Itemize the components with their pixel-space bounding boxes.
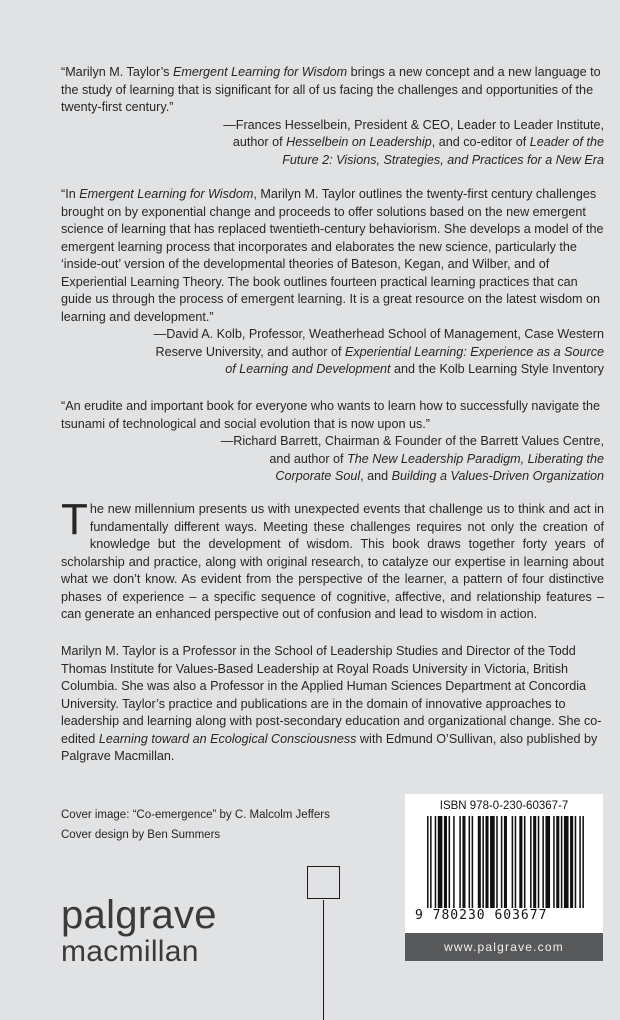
drop-cap: T xyxy=(61,495,88,544)
publisher-url: www.palgrave.com xyxy=(405,933,603,961)
logo-macmillan: macmillan xyxy=(61,935,199,968)
quote-text: “In Emergent Learning for Wisdom, Marilyn M. Taylor outlines the twenty-first century challenges brought on by exponential change and proceeds to offer solutions based on the new emergent science of learning that has replaced twentieth-century behaviorism. She develops a model of the emergent learning process that incorporates and elaborates the new science, particularly the ‘inside-out’ version of the developmental theories of Bateson, Kegan, and Wilber, and of Experiential Learning Theory. The book outlines fourteen practical learning practices that can guide us through the process of emergent learning. It is a great resource on the latest wisdom on learning and development.” xyxy=(61,187,604,324)
quote-text: “Marilyn M. Taylor’s Emergent Learning for Wisdom brings a new concept and a new language to the study of learning that is significant for all of us facing the challenges and opportunities of the twenty-first century.” xyxy=(61,65,601,114)
quote-attribution: —Frances Hesselbein, President & CEO, Leader to Leader Institute, author of Hesselbein on Leadership, and co-editor of Leader of the Future 2: Visions, Strategies, and Practices for a New Era xyxy=(223,117,604,167)
barcode-icon xyxy=(427,816,587,908)
quote-attribution: —Richard Barrett, Chairman & Founder of the Barrett Values Centre, and author of The New Leadership Paradigm, Liberating the Corporate Soul, and Building a Values-Driven Organization xyxy=(220,434,604,483)
cover-credits xyxy=(61,805,330,845)
logo-palgrave: palgrave xyxy=(61,893,217,937)
quote-attribution: —David A. Kolb, Professor, Weatherhead School of Management, Case Western Reserve University, and author of Experiential Learning: Experience as a Source of Learning and Development and the Kolb Learning Style Inventory xyxy=(153,327,604,376)
cover-design-credit: Cover design by Ben Summers xyxy=(61,829,221,841)
endorsement-quote-1 xyxy=(61,64,604,169)
publisher-logo xyxy=(61,895,217,969)
endorsement-quote-3 xyxy=(61,398,604,486)
barcode-digits: 9 780230 603677 xyxy=(415,908,548,923)
author-bio: Marilyn M. Taylor is a Professor in the School of Leadership Studies and Director of the Todd Thomas Institute for Values-Based Leadership at Royal Roads University in Victoria, British Columbia. She was also a Professor in the Applied Human Sciences Department at Concordia University. Taylor’s practice and publications are in the domain of innovative approaches to leadership and learning along with post-secondary education and organizational change. She co-edited Learning toward an Ecological Consciousness with Edmund O’Sullivan, also published by Palgrave Macmillan. xyxy=(61,644,602,763)
barcode-panel xyxy=(405,794,603,961)
book-description xyxy=(61,495,604,624)
decorative-line xyxy=(323,900,324,1020)
description-text: he new millennium presents us with unexpected events that challenge us to think and act in fundamentally different ways. Meeting these challenges requires not only the creation of knowledge but the development of wisdom. This book draws together forty years of scholarship and practice, along with original research, to catalyze our expertise in learning about what we don’t know. As evident from the perspective of the learner, a pattern of four distinctive phases of experience – a specific sequence of cognitive, affective, and relationship features – can generate an enhanced perspective out of confusion and lead to wisdom in action. xyxy=(61,502,604,621)
quote-text: “An erudite and important book for everyone who wants to learn how to successfully navigate the tsunami of technological and social evolution that is now upon us.” xyxy=(61,399,601,431)
cover-image-credit: Cover image: “Co-emergence” by C. Malcolm Jeffers xyxy=(61,809,330,821)
isbn-label: ISBN 978-0-230-60367-7 xyxy=(439,800,569,812)
decorative-square xyxy=(307,866,340,899)
endorsement-quote-2 xyxy=(61,186,604,379)
